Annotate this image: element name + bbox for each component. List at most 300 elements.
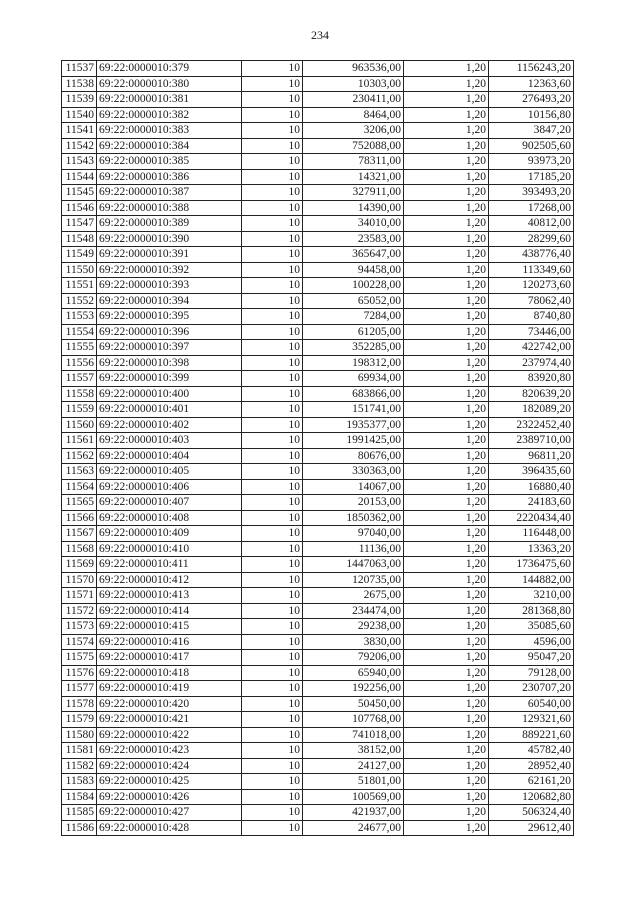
coefficient-cell: 1,20 [404,92,489,108]
cadastral-value-cell: 234474,00 [303,603,404,619]
table-row [62,309,574,325]
result-value-cell: 8740,80 [489,309,574,325]
table-row [62,154,574,170]
coefficient-cell: 1,20 [404,200,489,216]
result-value-cell: 281368,80 [489,603,574,619]
cadastral-number-cell: 69:22:0000010:426 [97,789,242,805]
cadastral-number-cell: 69:22:0000010:382 [97,107,242,123]
result-value-cell: 83920,80 [489,371,574,387]
result-value-cell: 13363,20 [489,541,574,557]
result-value-cell: 393493,20 [489,185,574,201]
category-code-cell: 10 [242,681,303,697]
coefficient-cell: 1,20 [404,557,489,573]
table-row [62,107,574,123]
table-row [62,216,574,232]
result-value-cell: 10156,80 [489,107,574,123]
category-code-cell: 10 [242,278,303,294]
coefficient-cell: 1,20 [404,123,489,139]
coefficient-cell: 1,20 [404,433,489,449]
category-code-cell: 10 [242,448,303,464]
coefficient-cell: 1,20 [404,541,489,557]
cadastral-value-cell: 7284,00 [303,309,404,325]
table-row [62,479,574,495]
table-row [62,371,574,387]
row-number-cell: 11548 [62,231,97,247]
cadastral-value-cell: 34010,00 [303,216,404,232]
cadastral-value-cell: 192256,00 [303,681,404,697]
category-code-cell: 10 [242,92,303,108]
cadastral-number-cell: 69:22:0000010:401 [97,402,242,418]
result-value-cell: 95047,20 [489,650,574,666]
cadastral-value-cell: 100228,00 [303,278,404,294]
coefficient-cell: 1,20 [404,278,489,294]
cadastral-number-cell: 69:22:0000010:380 [97,76,242,92]
row-number-cell: 11551 [62,278,97,294]
category-code-cell: 10 [242,107,303,123]
result-value-cell: 2322452,40 [489,417,574,433]
cadastral-number-cell: 69:22:0000010:424 [97,758,242,774]
table-row [62,200,574,216]
cadastral-value-cell: 198312,00 [303,355,404,371]
cadastral-number-cell: 69:22:0000010:412 [97,572,242,588]
result-value-cell: 4596,00 [489,634,574,650]
cadastral-number-cell: 69:22:0000010:407 [97,495,242,511]
cadastral-number-cell: 69:22:0000010:411 [97,557,242,573]
cadastral-number-cell: 69:22:0000010:419 [97,681,242,697]
category-code-cell: 10 [242,371,303,387]
cadastral-number-cell: 69:22:0000010:427 [97,805,242,821]
table-row [62,510,574,526]
category-code-cell: 10 [242,185,303,201]
cadastral-value-cell: 8464,00 [303,107,404,123]
table-row [62,278,574,294]
category-code-cell: 10 [242,820,303,836]
row-number-cell: 11569 [62,557,97,573]
cadastral-value-cell: 24677,00 [303,820,404,836]
coefficient-cell: 1,20 [404,743,489,759]
category-code-cell: 10 [242,154,303,170]
coefficient-cell: 1,20 [404,231,489,247]
result-value-cell: 129321,60 [489,712,574,728]
result-value-cell: 422742,00 [489,340,574,356]
cadastral-value-cell: 14067,00 [303,479,404,495]
row-number-cell: 11575 [62,650,97,666]
table-row [62,727,574,743]
category-code-cell: 10 [242,696,303,712]
table-row [62,355,574,371]
table-row [62,138,574,154]
cadastral-number-cell: 69:22:0000010:389 [97,216,242,232]
row-number-cell: 11568 [62,541,97,557]
category-code-cell: 10 [242,262,303,278]
cadastral-number-cell: 69:22:0000010:409 [97,526,242,542]
row-number-cell: 11552 [62,293,97,309]
cadastral-value-cell: 230411,00 [303,92,404,108]
result-value-cell: 2389710,00 [489,433,574,449]
result-value-cell: 40812,00 [489,216,574,232]
row-number-cell: 11550 [62,262,97,278]
cadastral-value-cell: 352285,00 [303,340,404,356]
coefficient-cell: 1,20 [404,76,489,92]
cadastral-value-cell: 97040,00 [303,526,404,542]
table-row [62,123,574,139]
coefficient-cell: 1,20 [404,293,489,309]
coefficient-cell: 1,20 [404,650,489,666]
table-row [62,712,574,728]
result-value-cell: 230707,20 [489,681,574,697]
cadastral-number-cell: 69:22:0000010:402 [97,417,242,433]
row-number-cell: 11573 [62,619,97,635]
row-number-cell: 11583 [62,774,97,790]
cadastral-value-cell: 94458,00 [303,262,404,278]
coefficient-cell: 1,20 [404,526,489,542]
category-code-cell: 10 [242,433,303,449]
coefficient-cell: 1,20 [404,588,489,604]
coefficient-cell: 1,20 [404,355,489,371]
result-value-cell: 79128,00 [489,665,574,681]
cadastral-value-cell: 79206,00 [303,650,404,666]
page-number: 234 [311,28,329,42]
row-number-cell: 11540 [62,107,97,123]
coefficient-cell: 1,20 [404,169,489,185]
cadastral-number-cell: 69:22:0000010:420 [97,696,242,712]
category-code-cell: 10 [242,123,303,139]
result-value-cell: 24183,60 [489,495,574,511]
row-number-cell: 11545 [62,185,97,201]
table-row [62,464,574,480]
cadastral-number-cell: 69:22:0000010:421 [97,712,242,728]
row-number-cell: 11565 [62,495,97,511]
cadastral-value-cell: 20153,00 [303,495,404,511]
coefficient-cell: 1,20 [404,402,489,418]
cadastral-value-cell: 421937,00 [303,805,404,821]
row-number-cell: 11561 [62,433,97,449]
row-number-cell: 11571 [62,588,97,604]
coefficient-cell: 1,20 [404,572,489,588]
cadastral-value-cell: 10303,00 [303,76,404,92]
cadastral-number-cell: 69:22:0000010:395 [97,309,242,325]
category-code-cell: 10 [242,169,303,185]
category-code-cell: 10 [242,603,303,619]
cadastral-value-cell: 120735,00 [303,572,404,588]
table-row [62,805,574,821]
category-code-cell: 10 [242,76,303,92]
cadastral-number-cell: 69:22:0000010:386 [97,169,242,185]
row-number-cell: 11572 [62,603,97,619]
category-code-cell: 10 [242,774,303,790]
result-value-cell: 16880,40 [489,479,574,495]
category-code-cell: 10 [242,231,303,247]
cadastral-number-cell: 69:22:0000010:406 [97,479,242,495]
result-value-cell: 17185,20 [489,169,574,185]
category-code-cell: 10 [242,619,303,635]
category-code-cell: 10 [242,324,303,340]
cadastral-number-cell: 69:22:0000010:417 [97,650,242,666]
table-row [62,324,574,340]
cadastral-number-cell: 69:22:0000010:413 [97,588,242,604]
table-row [62,572,574,588]
coefficient-cell: 1,20 [404,107,489,123]
table-row [62,588,574,604]
coefficient-cell: 1,20 [404,619,489,635]
coefficient-cell: 1,20 [404,138,489,154]
cadastral-value-cell: 3830,00 [303,634,404,650]
row-number-cell: 11576 [62,665,97,681]
row-number-cell: 11549 [62,247,97,263]
cadastral-value-cell: 3206,00 [303,123,404,139]
result-value-cell: 96811,20 [489,448,574,464]
result-value-cell: 182089,20 [489,402,574,418]
category-code-cell: 10 [242,495,303,511]
cadastral-value-cell: 78311,00 [303,154,404,170]
row-number-cell: 11557 [62,371,97,387]
coefficient-cell: 1,20 [404,262,489,278]
coefficient-cell: 1,20 [404,789,489,805]
row-number-cell: 11586 [62,820,97,836]
table-row [62,61,574,77]
cadastral-number-cell: 69:22:0000010:385 [97,154,242,170]
cadastral-number-cell: 69:22:0000010:415 [97,619,242,635]
result-value-cell: 902505,60 [489,138,574,154]
category-code-cell: 10 [242,588,303,604]
cadastral-value-cell: 14321,00 [303,169,404,185]
row-number-cell: 11537 [62,61,97,77]
result-value-cell: 1736475,60 [489,557,574,573]
category-code-cell: 10 [242,386,303,402]
result-value-cell: 29612,40 [489,820,574,836]
category-code-cell: 10 [242,309,303,325]
row-number-cell: 11546 [62,200,97,216]
coefficient-cell: 1,20 [404,603,489,619]
result-value-cell: 116448,00 [489,526,574,542]
cadastral-value-cell: 683866,00 [303,386,404,402]
row-number-cell: 11570 [62,572,97,588]
table-row [62,774,574,790]
cadastral-value-cell: 107768,00 [303,712,404,728]
cadastral-value-cell: 2675,00 [303,588,404,604]
coefficient-cell: 1,20 [404,340,489,356]
category-code-cell: 10 [242,789,303,805]
cadastral-number-cell: 69:22:0000010:379 [97,61,242,77]
row-number-cell: 11547 [62,216,97,232]
cadastral-value-table [61,60,574,836]
row-number-cell: 11544 [62,169,97,185]
row-number-cell: 11582 [62,758,97,774]
row-number-cell: 11541 [62,123,97,139]
result-value-cell: 396435,60 [489,464,574,480]
result-value-cell: 93973,20 [489,154,574,170]
cadastral-value-cell: 741018,00 [303,727,404,743]
table-row [62,541,574,557]
table-row [62,758,574,774]
category-code-cell: 10 [242,402,303,418]
row-number-cell: 11558 [62,386,97,402]
row-number-cell: 11578 [62,696,97,712]
cadastral-number-cell: 69:22:0000010:396 [97,324,242,340]
cadastral-number-cell: 69:22:0000010:422 [97,727,242,743]
table-row [62,386,574,402]
result-value-cell: 78062,40 [489,293,574,309]
coefficient-cell: 1,20 [404,820,489,836]
cadastral-number-cell: 69:22:0000010:404 [97,448,242,464]
category-code-cell: 10 [242,526,303,542]
cadastral-value-cell: 24127,00 [303,758,404,774]
coefficient-cell: 1,20 [404,61,489,77]
result-value-cell: 62161,20 [489,774,574,790]
result-value-cell: 45782,40 [489,743,574,759]
coefficient-cell: 1,20 [404,216,489,232]
cadastral-number-cell: 69:22:0000010:392 [97,262,242,278]
table-row [62,262,574,278]
cadastral-number-cell: 69:22:0000010:410 [97,541,242,557]
category-code-cell: 10 [242,634,303,650]
coefficient-cell: 1,20 [404,324,489,340]
coefficient-cell: 1,20 [404,758,489,774]
table-row [62,634,574,650]
cadastral-value-cell: 51801,00 [303,774,404,790]
result-value-cell: 144882,00 [489,572,574,588]
cadastral-value-cell: 327911,00 [303,185,404,201]
coefficient-cell: 1,20 [404,371,489,387]
cadastral-value-cell: 1991425,00 [303,433,404,449]
coefficient-cell: 1,20 [404,510,489,526]
result-value-cell: 820639,20 [489,386,574,402]
cadastral-number-cell: 69:22:0000010:381 [97,92,242,108]
category-code-cell: 10 [242,665,303,681]
coefficient-cell: 1,20 [404,185,489,201]
category-code-cell: 10 [242,464,303,480]
cadastral-value-cell: 61205,00 [303,324,404,340]
cadastral-number-cell: 69:22:0000010:416 [97,634,242,650]
cadastral-number-cell: 69:22:0000010:428 [97,820,242,836]
table-row [62,231,574,247]
result-value-cell: 12363,60 [489,76,574,92]
cadastral-value-cell: 1447063,00 [303,557,404,573]
table-row [62,340,574,356]
cadastral-value-cell: 100569,00 [303,789,404,805]
result-value-cell: 35085,60 [489,619,574,635]
category-code-cell: 10 [242,138,303,154]
cadastral-value-cell: 1935377,00 [303,417,404,433]
row-number-cell: 11554 [62,324,97,340]
cadastral-value-cell: 151741,00 [303,402,404,418]
cadastral-number-cell: 69:22:0000010:403 [97,433,242,449]
table-body [62,61,574,836]
category-code-cell: 10 [242,479,303,495]
result-value-cell: 506324,40 [489,805,574,821]
category-code-cell: 10 [242,758,303,774]
row-number-cell: 11555 [62,340,97,356]
table-row [62,820,574,836]
cadastral-number-cell: 69:22:0000010:400 [97,386,242,402]
result-value-cell: 3847,20 [489,123,574,139]
table-row [62,417,574,433]
table-row [62,743,574,759]
table-row [62,402,574,418]
category-code-cell: 10 [242,805,303,821]
coefficient-cell: 1,20 [404,665,489,681]
cadastral-number-cell: 69:22:0000010:423 [97,743,242,759]
row-number-cell: 11580 [62,727,97,743]
result-value-cell: 73446,00 [489,324,574,340]
cadastral-value-cell: 29238,00 [303,619,404,635]
cadastral-value-cell: 80676,00 [303,448,404,464]
category-code-cell: 10 [242,650,303,666]
row-number-cell: 11538 [62,76,97,92]
cadastral-number-cell: 69:22:0000010:393 [97,278,242,294]
row-number-cell: 11581 [62,743,97,759]
result-value-cell: 28952,40 [489,758,574,774]
coefficient-cell: 1,20 [404,696,489,712]
table-row [62,185,574,201]
row-number-cell: 11562 [62,448,97,464]
result-value-cell: 237974,40 [489,355,574,371]
category-code-cell: 10 [242,61,303,77]
cadastral-number-cell: 69:22:0000010:388 [97,200,242,216]
table-row [62,696,574,712]
cadastral-value-cell: 1850362,00 [303,510,404,526]
row-number-cell: 11564 [62,479,97,495]
table-row [62,526,574,542]
cadastral-value-cell: 752088,00 [303,138,404,154]
cadastral-number-cell: 69:22:0000010:390 [97,231,242,247]
table-row [62,603,574,619]
row-number-cell: 11579 [62,712,97,728]
table-row [62,293,574,309]
cadastral-number-cell: 69:22:0000010:418 [97,665,242,681]
category-code-cell: 10 [242,712,303,728]
row-number-cell: 11585 [62,805,97,821]
category-code-cell: 10 [242,743,303,759]
result-value-cell: 2220434,40 [489,510,574,526]
row-number-cell: 11542 [62,138,97,154]
result-value-cell: 438776,40 [489,247,574,263]
table-row [62,92,574,108]
coefficient-cell: 1,20 [404,479,489,495]
result-value-cell: 28299,60 [489,231,574,247]
table-row [62,76,574,92]
cadastral-number-cell: 69:22:0000010:408 [97,510,242,526]
cadastral-number-cell: 69:22:0000010:383 [97,123,242,139]
table-row [62,557,574,573]
table-row [62,495,574,511]
coefficient-cell: 1,20 [404,805,489,821]
result-value-cell: 120273,60 [489,278,574,294]
category-code-cell: 10 [242,247,303,263]
result-value-cell: 60540,00 [489,696,574,712]
category-code-cell: 10 [242,727,303,743]
cadastral-number-cell: 69:22:0000010:414 [97,603,242,619]
coefficient-cell: 1,20 [404,247,489,263]
cadastral-number-cell: 69:22:0000010:397 [97,340,242,356]
cadastral-number-cell: 69:22:0000010:398 [97,355,242,371]
row-number-cell: 11577 [62,681,97,697]
cadastral-value-cell: 330363,00 [303,464,404,480]
cadastral-value-cell: 14390,00 [303,200,404,216]
row-number-cell: 11559 [62,402,97,418]
result-value-cell: 889221,60 [489,727,574,743]
category-code-cell: 10 [242,340,303,356]
row-number-cell: 11556 [62,355,97,371]
table-row [62,650,574,666]
coefficient-cell: 1,20 [404,464,489,480]
row-number-cell: 11553 [62,309,97,325]
cadastral-number-cell: 69:22:0000010:394 [97,293,242,309]
table-row [62,789,574,805]
row-number-cell: 11563 [62,464,97,480]
cadastral-value-cell: 365647,00 [303,247,404,263]
result-value-cell: 1156243,20 [489,61,574,77]
